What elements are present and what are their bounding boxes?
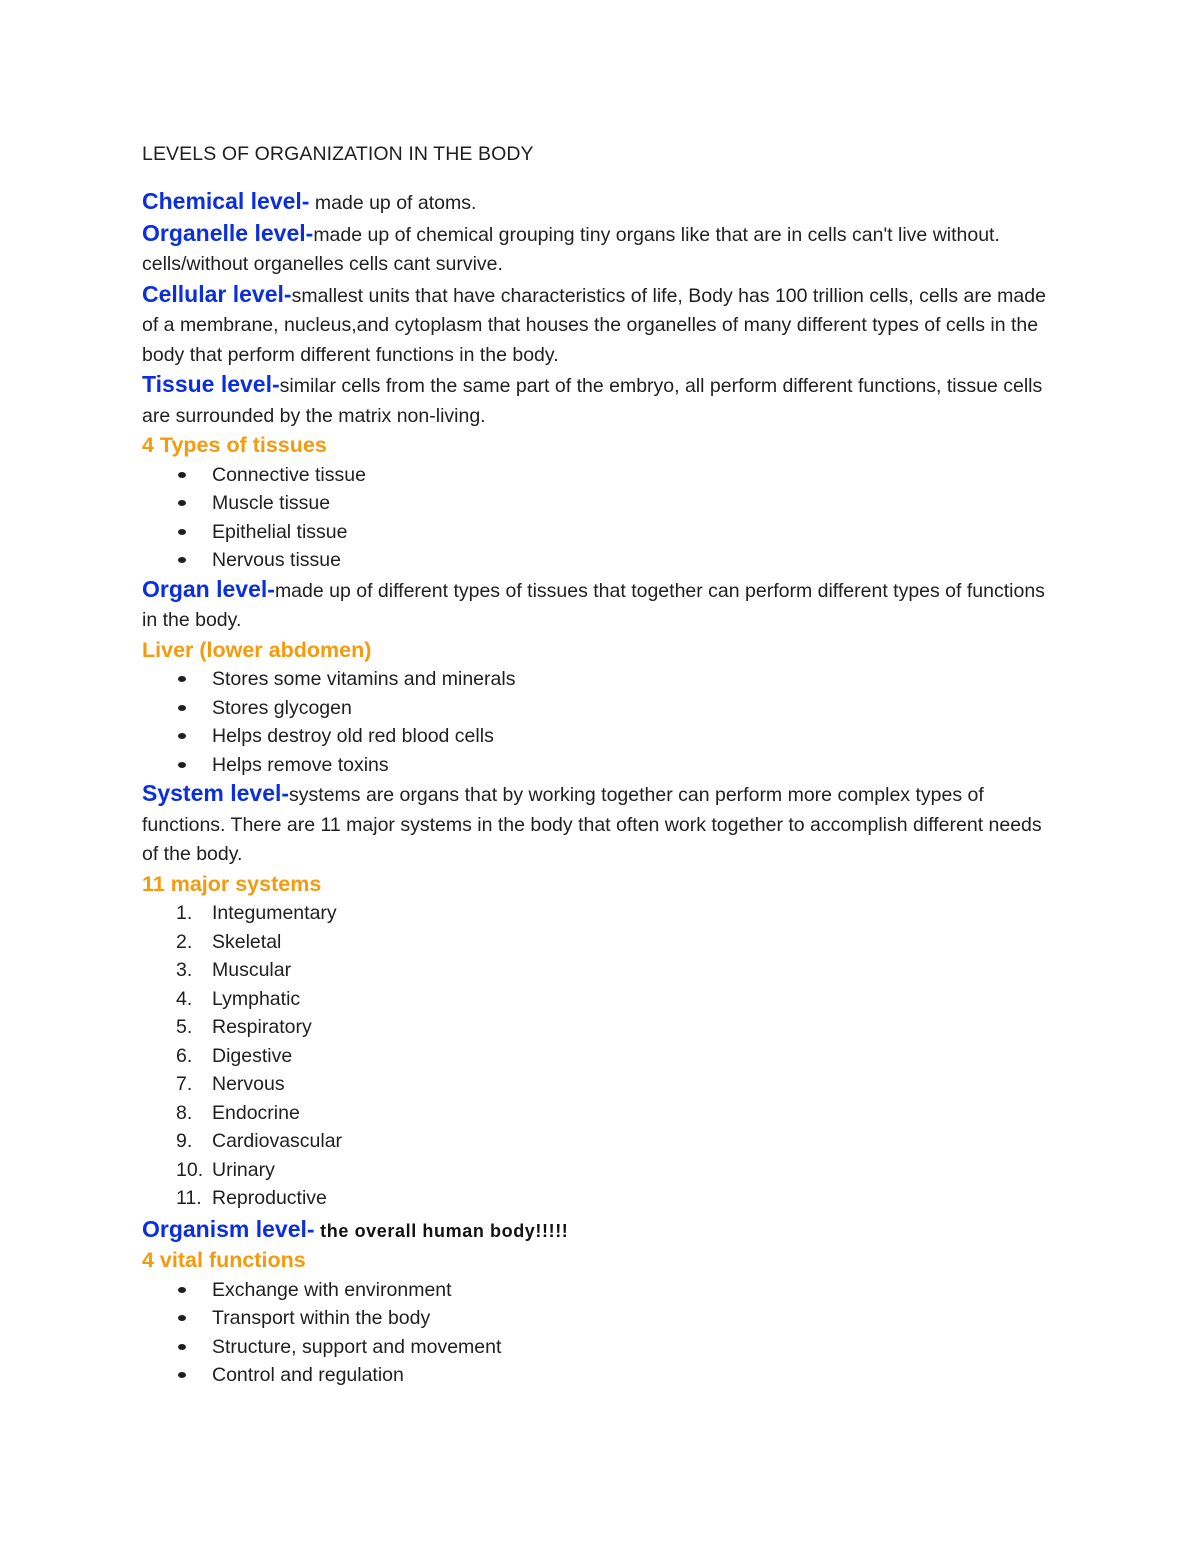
list-number: 10.: [176, 1158, 204, 1181]
list-item-text: Cardiovascular: [212, 1130, 343, 1152]
organism-level-description: the overall human body!!!!!: [314, 1220, 569, 1241]
list-item: [142, 1013, 1062, 1042]
list-item-text: Epithelial tissue: [212, 520, 348, 543]
cellular-level-description: smallest units that have characteristics of life, Body has 100 trillion cells, cells are made of a membrane, nucleus,and cytoplasm that houses the organelles of many different types of cells in the body that perform different functions in the body.: [142, 284, 1046, 366]
list-item: [142, 1099, 1062, 1128]
list-item: [142, 518, 1062, 547]
document-title: LEVELS OF ORGANIZATION IN THE BODY: [142, 143, 534, 165]
bullet-icon: [178, 705, 186, 711]
organelle-level-heading: Organelle level-: [142, 219, 314, 246]
organ-level-heading: Organ level-: [142, 575, 275, 602]
list-item-text: Lymphatic: [212, 987, 301, 1010]
list-item: [142, 1184, 1062, 1213]
bullet-icon: [178, 762, 186, 768]
list-item-text: Nervous: [212, 1073, 285, 1095]
list-item-text: Skeletal: [212, 930, 282, 953]
list-item-text: Reproductive: [212, 1187, 327, 1209]
list-item: [142, 1361, 1062, 1390]
list-item: [142, 1127, 1062, 1156]
list-item-text: Muscle tissue: [212, 492, 331, 514]
liver-heading: Liver (lower abdomen): [142, 637, 372, 662]
bullet-icon: [178, 500, 186, 506]
list-item-text: Exchange with environment: [212, 1278, 452, 1301]
system-level-description: systems are organs that by working together can perform more complex types of functions. There are 11 major systems in the body that often work together to accomplish different needs of the body.: [142, 784, 1042, 865]
list-item: [142, 1304, 1062, 1333]
chemical-level-paragraph: [142, 187, 1062, 219]
list-number: 6.: [176, 1044, 193, 1067]
list-item-text: Muscular: [212, 959, 292, 981]
bullet-icon: [178, 557, 186, 563]
liver-functions-list: [142, 665, 1062, 779]
bullet-icon: [178, 472, 186, 478]
list-number: 1.: [176, 902, 193, 924]
list-item: [142, 928, 1062, 957]
list-item: [142, 1276, 1062, 1305]
organ-level-paragraph: [142, 575, 1062, 636]
bullet-icon: [178, 1315, 186, 1321]
list-number: 8.: [176, 1101, 193, 1124]
list-item: [142, 751, 1062, 780]
organ-level-description: made up of different types of tissues that together can perform different types of functions in the body.: [142, 579, 1045, 631]
list-item: [142, 461, 1062, 490]
chemical-level-heading: Chemical level-: [142, 188, 310, 214]
list-item-text: Stores some vitamins and minerals: [212, 668, 516, 690]
tissue-level-description: similar cells from the same part of the embryo, all perform different functions, tissue cells are surrounded by the matrix non-living.: [142, 375, 1043, 427]
tissue-types-list: [142, 461, 1062, 575]
list-item: [142, 1333, 1062, 1362]
list-number: 3.: [176, 959, 193, 981]
list-item-text: Helps remove toxins: [212, 753, 389, 776]
list-item: [142, 694, 1062, 723]
list-item: [142, 489, 1062, 518]
tissue-level-paragraph: [142, 370, 1062, 431]
list-item: [142, 985, 1062, 1014]
list-item-text: Structure, support and movement: [212, 1335, 502, 1358]
list-number: 4.: [176, 987, 193, 1010]
document-page: [142, 141, 1062, 1390]
tissue-types-heading: 4 Types of tissues: [142, 433, 327, 457]
cellular-level-heading: Cellular level-: [142, 280, 292, 307]
list-item-text: Digestive: [212, 1044, 293, 1067]
list-number: 9.: [176, 1130, 193, 1152]
bullet-icon: [178, 1372, 186, 1378]
organelle-level-paragraph: [142, 219, 1062, 280]
list-number: 7.: [176, 1073, 193, 1095]
list-item-text: Endocrine: [212, 1101, 300, 1124]
bullet-icon: [178, 676, 186, 682]
list-item: [142, 665, 1062, 694]
list-item-text: Respiratory: [212, 1016, 312, 1038]
list-number: 2.: [176, 930, 193, 953]
major-systems-heading: 11 major systems: [142, 871, 322, 896]
system-level-paragraph: [142, 779, 1062, 870]
organelle-level-description: made up of chemical grouping tiny organs like that are in cells can't live without. cells/without organelles cells cant survive.: [142, 223, 1000, 275]
list-item-text: Nervous tissue: [212, 549, 341, 571]
list-item: [142, 722, 1062, 751]
vital-functions-heading: 4 vital functions: [142, 1248, 306, 1272]
list-item: [142, 1156, 1062, 1185]
list-item: [142, 899, 1062, 928]
major-systems-list: [142, 899, 1062, 1213]
list-item: [142, 546, 1062, 575]
list-item: [142, 956, 1062, 985]
list-number: 11.: [176, 1187, 202, 1209]
list-item-text: Transport within the body: [212, 1307, 431, 1329]
list-item: [142, 1070, 1062, 1099]
vital-functions-list: [142, 1276, 1062, 1390]
bullet-icon: [178, 733, 186, 739]
bullet-icon: [178, 1287, 186, 1293]
list-item-text: Helps destroy old red blood cells: [212, 725, 494, 747]
list-item-text: Urinary: [212, 1158, 275, 1181]
cellular-level-paragraph: [142, 280, 1062, 371]
list-item-text: Connective tissue: [212, 463, 366, 486]
list-item-text: Stores glycogen: [212, 696, 352, 719]
tissue-level-heading: Tissue level-: [142, 371, 280, 397]
list-item-text: Control and regulation: [212, 1364, 404, 1386]
organism-level-paragraph: [142, 1215, 1062, 1247]
list-item-text: Integumentary: [212, 902, 337, 924]
bullet-icon: [178, 529, 186, 535]
organism-level-heading: Organism level-: [142, 1215, 315, 1242]
list-item: [142, 1042, 1062, 1071]
bullet-icon: [178, 1344, 186, 1350]
system-level-heading: System level-: [142, 780, 290, 806]
chemical-level-description: made up of atoms.: [309, 192, 477, 214]
list-number: 5.: [176, 1016, 193, 1038]
